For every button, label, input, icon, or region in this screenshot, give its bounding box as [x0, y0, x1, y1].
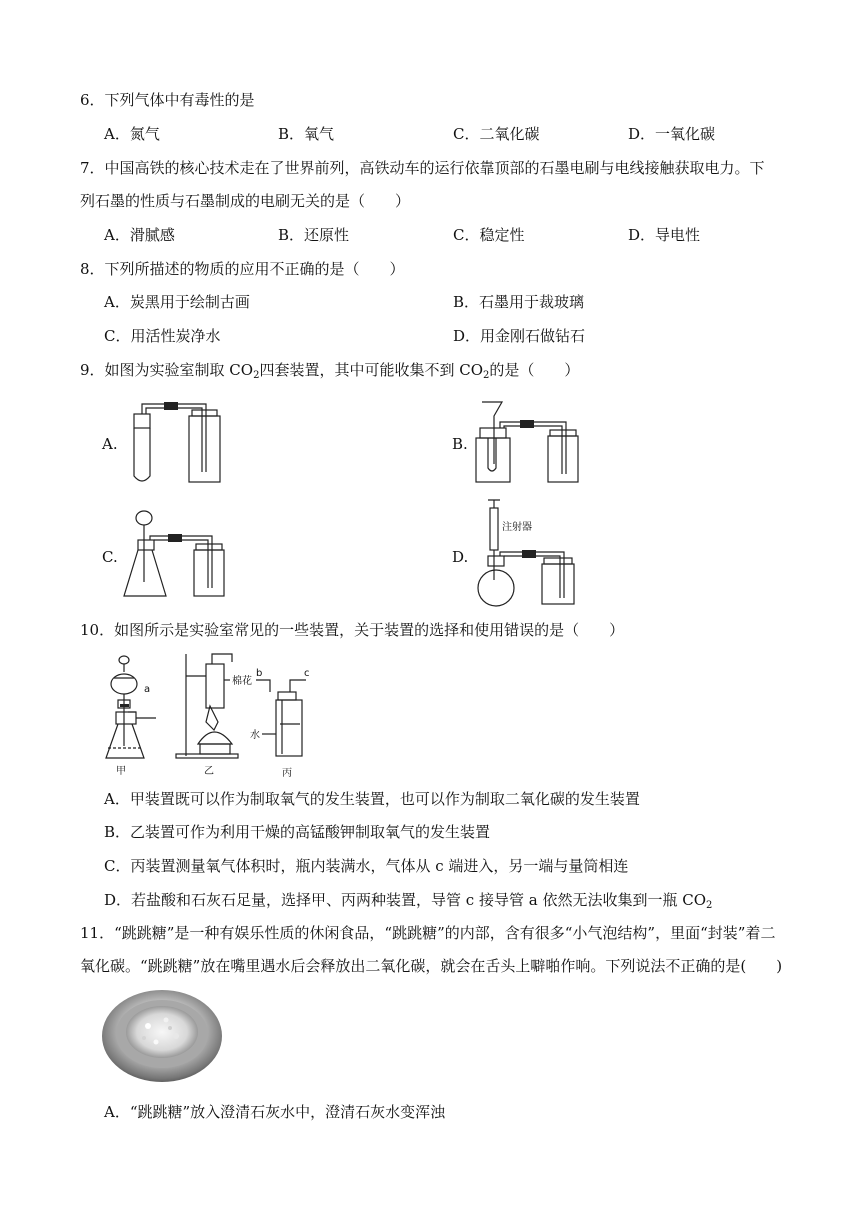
q8-stem: 8．下列所描述的物质的应用不正确的是（ ）	[80, 260, 405, 278]
q10-option-c: C．丙装置测量氧气体积时，瓶内装满水，气体从 c 端进入，另一端与量筒相连	[104, 857, 629, 875]
q7-option-d: D．导电性	[628, 226, 701, 244]
apparatus-b-diagram	[470, 398, 590, 488]
q7-option-a: A．滑腻感	[104, 226, 175, 244]
q6-option-d: D．一氧化碳	[628, 125, 716, 143]
q10-option-d: D．若盐酸和石灰石足量，选择甲、丙两种装置，导管 c 接导管 a 依然无法收集到一瓶 $CO_2$	[104, 891, 713, 911]
q6-stem: 6．下列气体中有毒性的是	[80, 91, 255, 109]
q6-option-c: C．二氧化碳	[453, 125, 540, 143]
label-b: b	[256, 668, 263, 679]
q6-option-a: A．氮气	[104, 125, 160, 143]
apparatus-c-diagram	[120, 510, 235, 605]
q8-option-a: A．炭黑用于绘制古画	[104, 293, 250, 311]
q8-option-b: B．石墨用于裁玻璃	[453, 293, 585, 311]
apparatus-a-diagram	[120, 400, 230, 485]
q7-option-c: C．稳定性	[453, 226, 525, 244]
q11-stem-line1: 11．“跳跳糖”是一种有娱乐性质的休闲食品，“跳跳糖”的内部，含有很多“小气泡结构”，里面“封装”着二	[80, 924, 776, 942]
q9-label-b: B.	[452, 435, 468, 453]
syringe-label: 注射器	[502, 522, 532, 533]
q10-stem: 10．如图所示是实验室常见的一些装置，关于装置的选择和使用错误的是（ ）	[80, 621, 625, 639]
popping-candy-photo	[100, 986, 224, 1086]
q9-label-c: C.	[102, 548, 118, 566]
q8-option-d: D．用金刚石做钻石	[453, 327, 586, 345]
q10-option-a: A．甲装置既可以作为制取氧气的发生装置，也可以作为制取二氧化碳的发生装置	[104, 790, 640, 808]
q9-stem: 9．如图为实验室制取 $CO_2$四套装置，其中可能收集不到 $CO_2$的是（ ）	[80, 361, 580, 381]
q11-option-a: A．“跳跳糖”放入澄清石灰水中，澄清石灰水变浑浊	[104, 1103, 446, 1121]
apparatus-d-diagram	[478, 498, 598, 610]
label-jia: 甲	[116, 766, 126, 777]
label-bing: 丙	[282, 768, 292, 779]
q7-stem-line1: 7．中国高铁的核心技术走在了世界前列，高铁动车的运行依靠顶部的石墨电刷与电线接触获取电力。下	[80, 159, 765, 177]
label-a: a	[144, 684, 151, 695]
label-yi: 乙	[204, 766, 214, 777]
q9-label-a: A.	[102, 435, 118, 453]
label-c: c	[304, 668, 310, 679]
apparatus-bing-diagram	[252, 666, 312, 780]
q9-label-d: D.	[452, 548, 469, 566]
label-cotton: 棉花	[232, 676, 252, 687]
q8-option-c: C．用活性炭净水	[104, 327, 221, 345]
q6-option-b: B．氧气	[278, 125, 335, 143]
q10-option-b: B．乙装置可作为利用干燥的高锰酸钾制取氧气的发生装置	[104, 823, 491, 841]
label-water: 水	[250, 730, 260, 741]
q11-stem-line2: 氧化碳。“跳跳糖”放在嘴里遇水后会释放出二氧化碳，就会在舌头上噼啪作响。下列说法不正确的是( )	[80, 957, 783, 975]
apparatus-jia-diagram	[100, 650, 170, 780]
q7-stem-line2: 列石墨的性质与石墨制成的电刷无关的是（ ）	[80, 192, 411, 210]
q7-option-b: B．还原性	[278, 226, 350, 244]
